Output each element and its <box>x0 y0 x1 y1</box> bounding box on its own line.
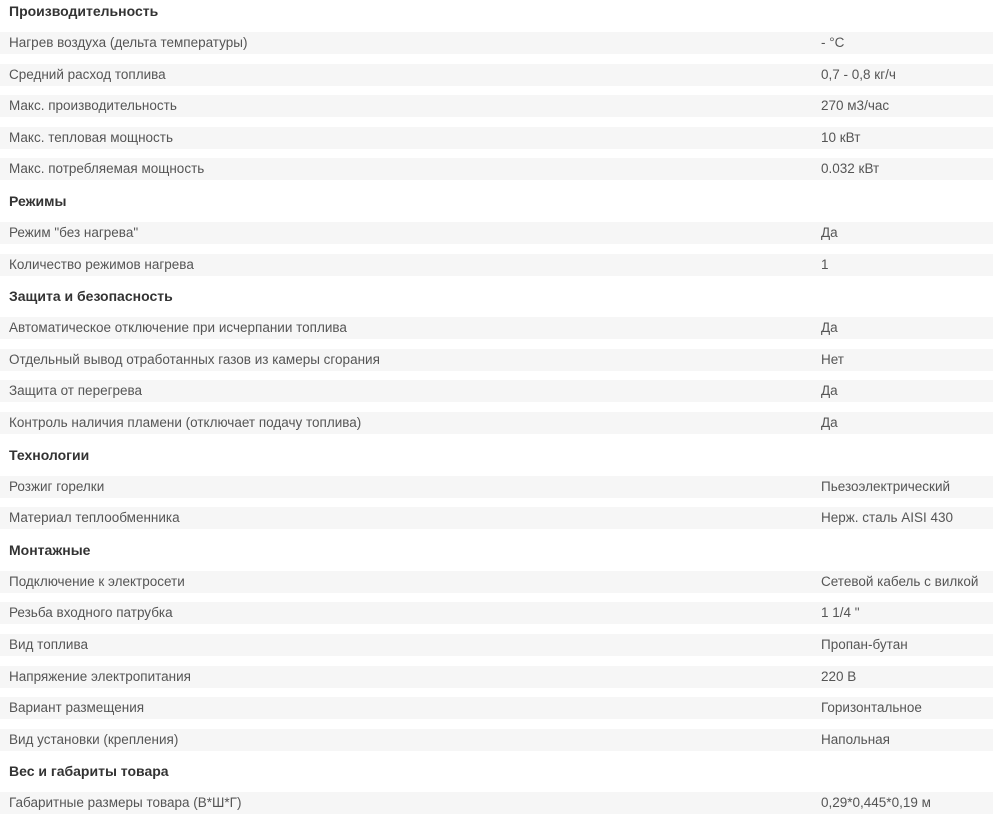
section-title: Производительность <box>0 0 993 22</box>
spec-row <box>0 792 993 814</box>
spec-value: Сетевой кабель с вилкой <box>821 573 979 589</box>
spec-row <box>0 158 993 180</box>
spec-row <box>0 254 993 276</box>
section-title: Защита и безопасность <box>0 285 993 307</box>
section-mounting <box>0 539 993 751</box>
section-performance <box>0 0 993 180</box>
spec-label: Розжиг горелки <box>9 478 105 494</box>
spec-value: - °C <box>821 35 845 50</box>
spec-row <box>0 380 993 402</box>
spec-row <box>0 507 993 529</box>
spec-row <box>0 317 993 339</box>
section-safety <box>0 285 993 434</box>
spec-label: Нагрев воздуха (дельта температуры) <box>9 35 248 50</box>
spec-label: Вариант размещения <box>9 700 145 716</box>
spec-label: Макс. потребляемая мощность <box>9 161 205 177</box>
spec-label: Резьба входного патрубка <box>9 605 173 621</box>
spec-label: Количество режимов нагрева <box>9 256 194 272</box>
spec-value: Да <box>821 224 838 240</box>
spec-row <box>0 634 993 656</box>
spec-label: Габаритные размеры товара (В*Ш*Г) <box>9 795 242 811</box>
spec-value: 0,7 - 0,8 кг/ч <box>821 66 896 82</box>
spec-row <box>0 697 993 719</box>
spec-row <box>0 571 993 593</box>
spec-value: Напольная <box>821 731 890 747</box>
spec-row <box>0 95 993 117</box>
spec-label: Контроль наличия пламени (отключает подачу топлива) <box>9 414 362 430</box>
section-title: Режимы <box>0 190 993 212</box>
spec-row <box>0 32 993 54</box>
spec-value: Пьезоэлектрический <box>821 478 951 494</box>
spec-label: Вид установки (крепления) <box>9 731 179 747</box>
spec-label: Вид топлива <box>9 636 88 652</box>
spec-value: 220 В <box>821 668 857 684</box>
spec-label: Материал теплообменника <box>9 510 180 526</box>
spec-label: Режим "без нагрева" <box>9 224 139 240</box>
spec-row <box>0 476 993 498</box>
spec-value: Пропан-бутан <box>821 636 908 652</box>
spec-value: 1 <box>821 256 829 272</box>
spec-value: 270 м3/час <box>821 98 890 114</box>
spec-value: 0.032 кВт <box>821 161 880 177</box>
section-technologies <box>0 444 993 530</box>
spec-value: Нерж. сталь AISI 430 <box>821 510 954 526</box>
spec-label: Подключение к электросети <box>9 573 185 589</box>
spec-label: Отдельный вывод отработанных газов из камеры сгорания <box>9 351 380 367</box>
spec-row <box>0 666 993 688</box>
spec-row <box>0 222 993 244</box>
spec-value: Да <box>821 383 838 399</box>
spec-row <box>0 729 993 751</box>
spec-value: 10 кВт <box>821 129 861 145</box>
spec-label: Напряжение электропитания <box>9 668 191 684</box>
spec-value: Да <box>821 414 838 430</box>
spec-label: Макс. тепловая мощность <box>9 129 174 145</box>
spec-label: Макс. производительность <box>9 98 177 114</box>
section-title: Монтажные <box>0 539 993 561</box>
spec-row <box>0 127 993 149</box>
spec-value: Да <box>821 320 838 336</box>
spec-value: Горизонтальное <box>821 700 922 716</box>
spec-row <box>0 64 993 86</box>
spec-row <box>0 602 993 624</box>
spec-value: Нет <box>821 351 844 367</box>
spec-label: Автоматическое отключение при исчерпании топлива <box>9 320 347 336</box>
spec-label: Защита от перегрева <box>9 383 143 399</box>
spec-label: Средний расход топлива <box>9 66 166 82</box>
section-title: Технологии <box>0 444 993 466</box>
spec-value: 1 1/4 " <box>821 605 860 621</box>
section-title: Вес и габариты товара <box>0 760 993 782</box>
section-modes <box>0 190 993 276</box>
spec-row <box>0 349 993 371</box>
section-weight-dimensions <box>0 760 993 814</box>
spec-row <box>0 412 993 434</box>
spec-value: 0,29*0,445*0,19 м <box>821 795 931 811</box>
